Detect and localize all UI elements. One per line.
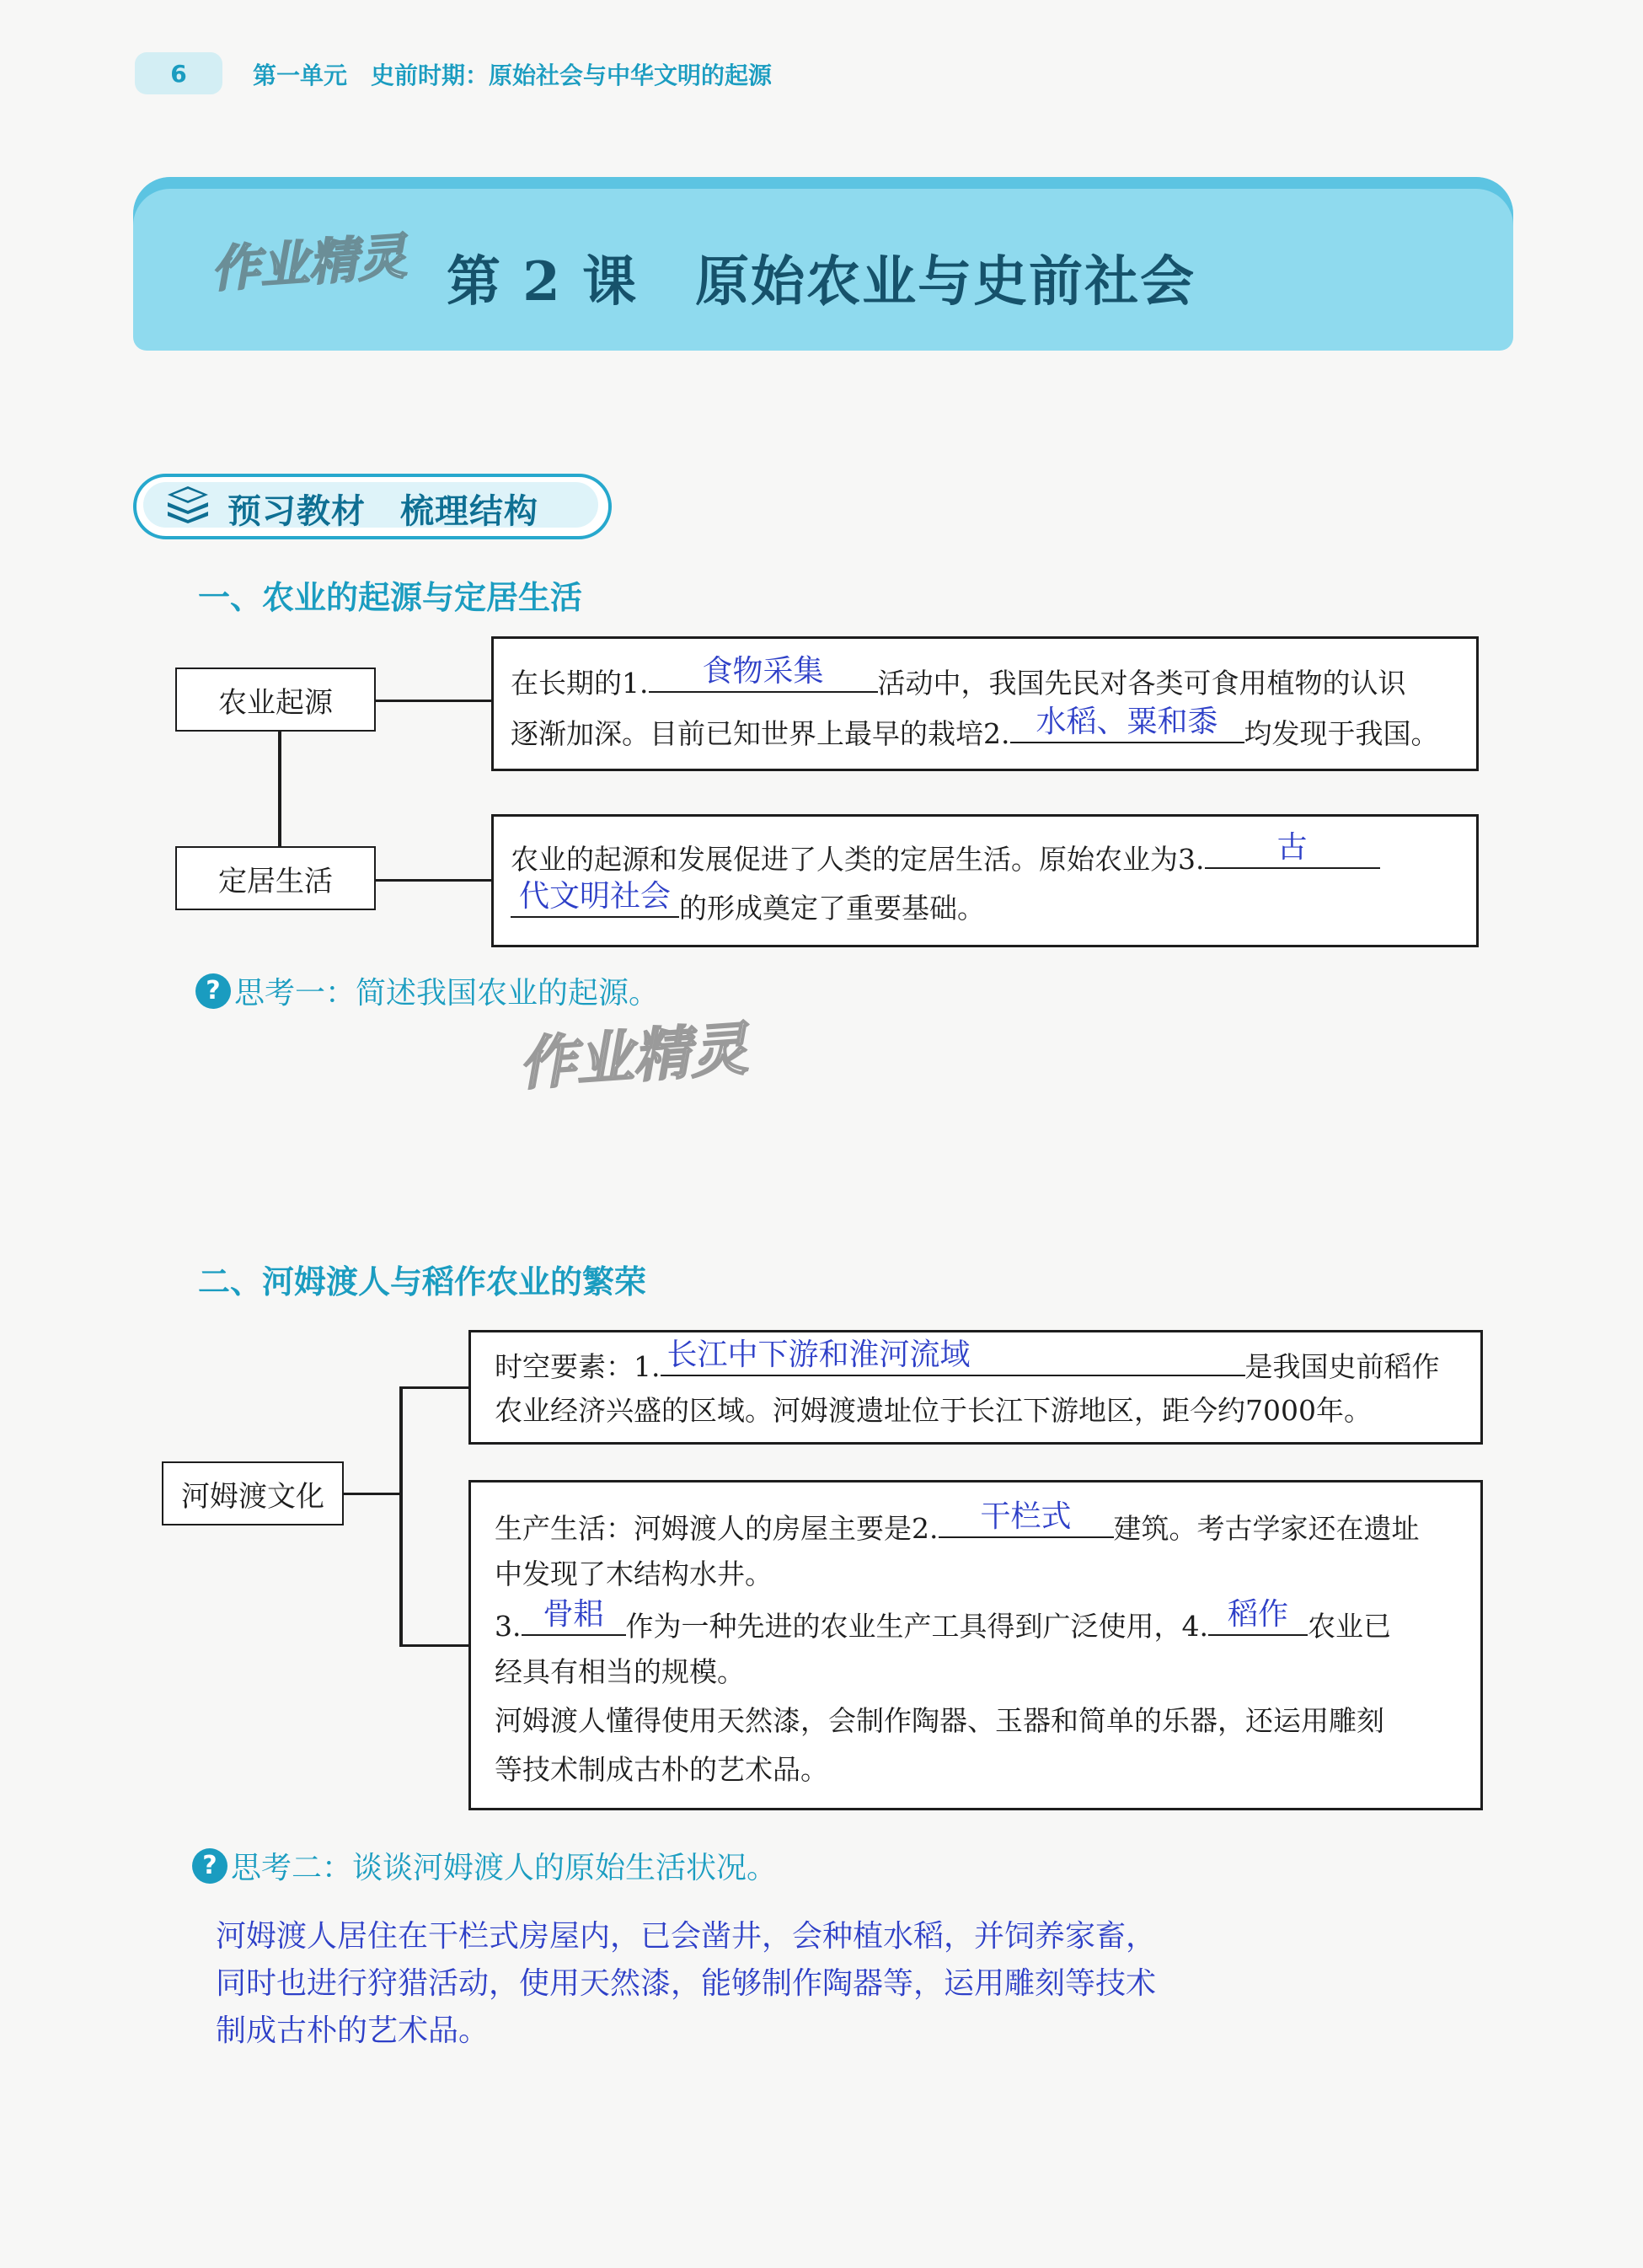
running-title: 第一单元 史前时期：原始社会与中华文明的起源 [253,62,773,89]
think-two-question: 谈谈河姆渡人的原始生活状况。 [352,1851,778,1885]
think-two [192,1844,777,1887]
blank-p2-4 [1208,1599,1308,1636]
part1-heading: 一、农业的起源与定居生活 [198,579,583,616]
production-line-2: 中发现了木结构水井。 [495,1558,773,1590]
answer-line: 制成古朴的艺术品。 [216,2013,490,2048]
blank-p2-1 [661,1339,1245,1376]
connector-top [399,1386,472,1389]
blank-3b [511,881,679,918]
settle-line-1: 农业的起源和发展促进了人类的定居生活。原始农业为3. 古 [511,832,1380,884]
section-pill-label: 预习教材 梳理结构 [227,492,538,531]
answer-3b: 代文明社会 [518,879,671,914]
answer-p2-3: 骨耜 [543,1597,604,1632]
connector-node [342,1493,401,1495]
answer-1: 食物采集 [702,654,824,689]
lesson-title [447,239,1196,316]
origin-line-1: 在长期的1. 食物采集 活动中，我国先民对各类可食用植物的认识 [511,656,1406,708]
node-agriculture-origin: 农业起源 [175,668,376,732]
books-stack-icon [164,486,211,523]
blank-1 [649,656,878,693]
page-number: 6 [135,52,222,94]
settle-box [491,814,1479,947]
think-two-label: 思考二： [231,1851,353,1885]
production-line-1: 生产生活：河姆渡人的房屋主要是2. 干栏式 建筑。考古学家还在遗址 [495,1501,1420,1553]
settle-line-2: 代文明社会 的形成奠定了重要基础。 [511,881,985,933]
think-two-answer [216,1913,1277,2055]
question-mark-icon: ? [192,1848,227,1884]
answer-line: 同时也进行狩猎活动，使用天然漆，能够制作陶器等，运用雕刻等技术 [216,1966,1157,2001]
blank-3a [1205,832,1380,869]
origin-box [491,636,1479,771]
connector-origin [374,700,495,702]
banner-watermark: 作业精灵 [209,227,409,298]
production-line-5: 河姆渡人懂得使用天然漆，会制作陶器、玉器和简单的乐器，还运用雕刻 [495,1704,1384,1737]
question-mark-icon: ? [195,973,231,1009]
spacetime-line-1: 时空要素：1. 长江中下游和淮河流域 是我国史前稻作 [495,1339,1440,1391]
answer-p2-2: 干栏式 [980,1499,1072,1534]
lesson-number: 第 2 课 [447,250,639,314]
blank-p2-2 [939,1501,1114,1538]
origin-line-2: 逐渐加深。目前已知世界上最早的栽培2. 水稻、粟和黍 均发现于我国。 [511,706,1439,759]
part2-heading: 二、河姆渡人与稻作农业的繁荣 [198,1263,647,1300]
production-line-3: 3. 骨耜 作为一种先进的农业生产工具得到广泛使用，4. 稻作 农业已 [495,1599,1391,1651]
spacetime-line-2: 农业经济兴盛的区域。河姆渡遗址位于长江下游地区，距今约7000年。 [495,1394,1372,1427]
connector-vertical-2 [399,1386,403,1646]
think-one-label: 思考一： [234,976,356,1011]
node-hemudu-culture: 河姆渡文化 [162,1461,344,1525]
answer-line: 河姆渡人居住在干栏式房屋内，已会凿井，会种植水稻，并饲养家畜， [216,1919,1157,1954]
answer-2: 水稻、粟和黍 [1036,705,1218,739]
think-one-question: 简述我国农业的起源。 [356,976,660,1011]
blank-p2-3 [522,1599,626,1636]
think-one [195,969,659,1012]
lesson-name: 原始农业与史前社会 [695,250,1196,314]
page-watermark: 作业精灵 [516,1016,750,1099]
production-box [468,1480,1483,1810]
node-settled-life: 定居生活 [175,846,376,910]
blank-2 [1010,706,1244,743]
connector-bottom [399,1644,472,1647]
connector-vertical [278,732,281,850]
production-line-6: 等技术制成古朴的艺术品。 [495,1753,828,1786]
production-line-4: 经具有相当的规模。 [495,1655,745,1688]
answer-3a: 古 [1276,830,1308,865]
spacetime-box [468,1330,1483,1445]
answer-p2-1: 长江中下游和淮河流域 [666,1338,971,1372]
answer-p2-4: 稻作 [1227,1597,1288,1632]
connector-settle [374,879,495,882]
